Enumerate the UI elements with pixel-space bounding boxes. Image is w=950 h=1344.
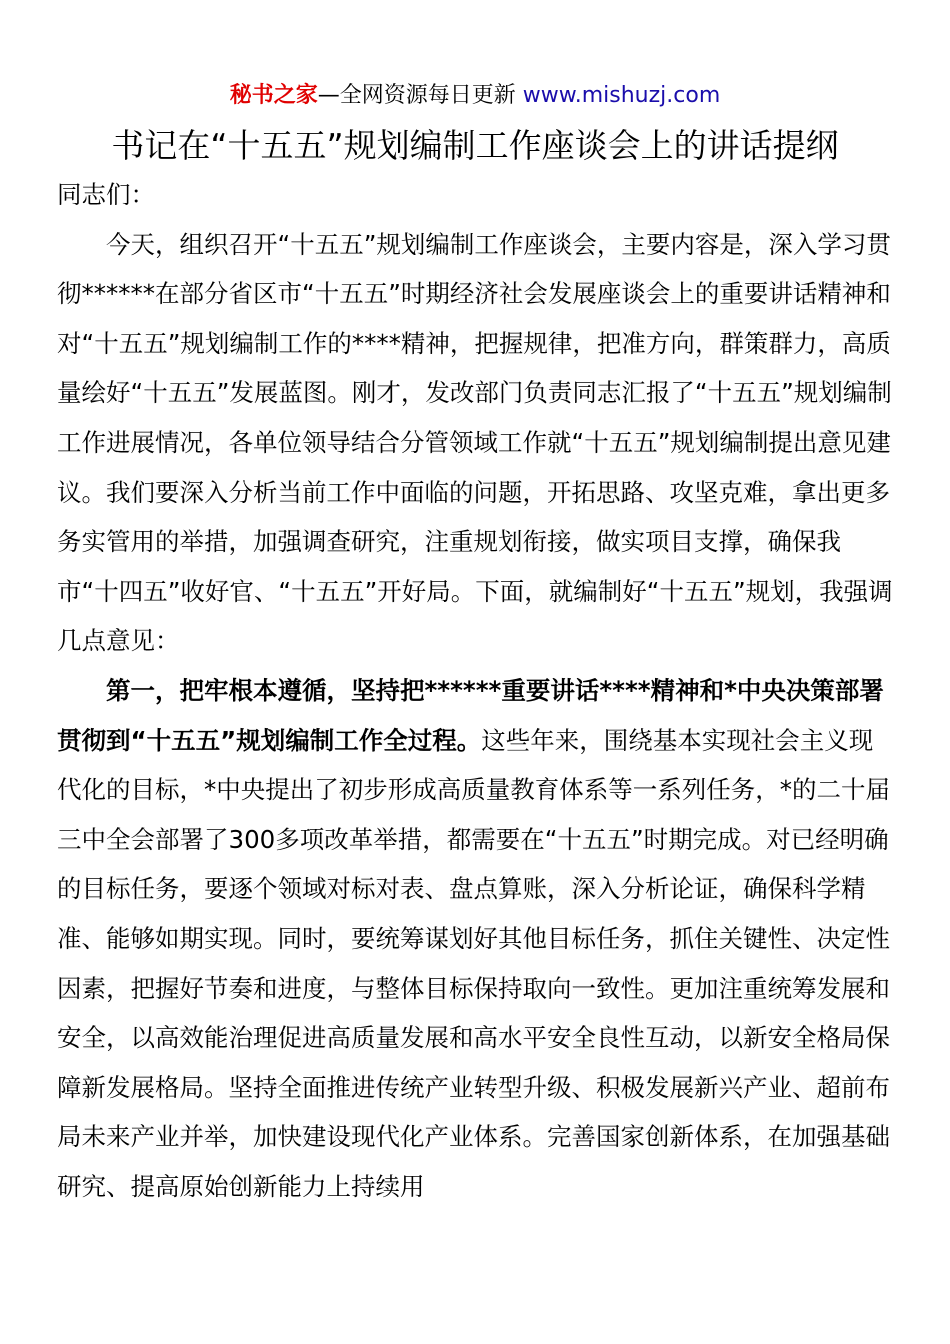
- point-heading: 第一，把牢根本遵循，坚持把******重要讲话****精神和*中央决策部署贯彻到“十五五”规划编制工作全过程。: [57, 675, 884, 755]
- document-body: [57, 170, 897, 1211]
- site-tagline: —全网资源每日更新: [317, 83, 523, 108]
- salutation: 同志们：: [57, 180, 155, 209]
- document-title: 书记在“十五五”规划编制工作座谈会上的讲话提纲: [111, 126, 839, 165]
- point-body: 这些年来，围绕基本实现社会主义现代化的目标，*中央提出了初步形成高质量教育体系等一系列任务，*的二十届三中全会部署了300多项改革举措，都需要在“十五五”时期完成。对已经明确的目标任务，要逐个领域对标对表、盘点算账，深入分析论证，确保科学精准、能够如期实现。同时，要统筹谋划好其他目标任务，抓住关键性、决定性因素，把握好节奏和进度，与整体目标保持取向一致性。更加注重统筹发展和安全，以高效能治理促进高质量发展和高水平安全良性互动，以新安全格局保障新发展格局。坚持全面推进传统产业转型升级、积极发展新兴产业、超前布局未来产业并举，加快建设现代化产业体系。完善国家创新体系，在加强基础研究、提高原始创新能力上持续用: [57, 725, 890, 1201]
- paragraph-first-point: [57, 666, 897, 1212]
- site-header: [0, 79, 950, 113]
- site-url-link[interactable]: www.mishuzj.com: [522, 83, 721, 108]
- paragraph-intro: 今天，组织召开“十五五”规划编制工作座谈会，主要内容是，深入学习贯彻******在部分省区市“十五五”时期经济社会发展座谈会上的重要讲话精神和对“十五五”规划编制工作的****精神，把握规律，把准方向，群策群力，高质量绘好“十五五”发展蓝图。刚才，发改部门负责同志汇报了“十五五”规划编制工作进展情况，各单位领导结合分管领域工作就“十五五”规划编制提出意见建议。我们要深入分析当前工作中面临的问题，开拓思路、攻坚克难，拿出更多务实管用的举措，加强调查研究，注重规划衔接，做实项目支撑，确保我市“十四五”收好官、“十五五”开好局。下面，就编制好“十五五”规划，我强调几点意见：: [57, 229, 893, 656]
- brand-name: 秘书之家: [229, 83, 318, 108]
